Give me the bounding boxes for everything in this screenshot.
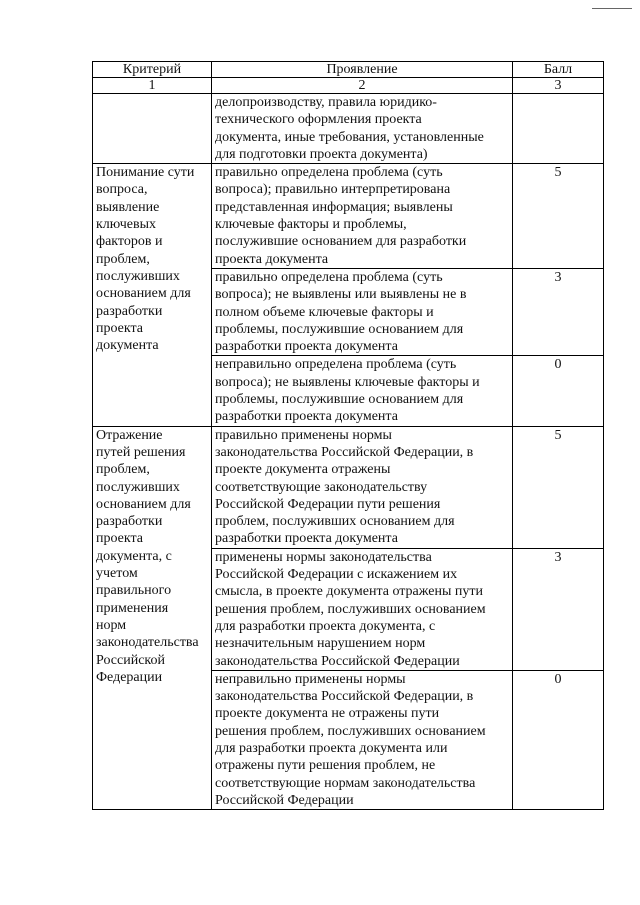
manifestation-line: вопроса); не выявлены или выявлены не в bbox=[215, 287, 467, 303]
manifestation-line: Российской Федерации пути решения bbox=[215, 496, 441, 512]
criterion-line: проблем, bbox=[96, 462, 150, 478]
manifestation-line: проекте документа не отражены пути bbox=[215, 706, 440, 722]
column-number-2: 2 bbox=[212, 78, 513, 94]
criterion-line: Отражение bbox=[96, 427, 163, 443]
manifestation-line: проблемы, послужившие основанием для bbox=[215, 321, 464, 337]
manifestation-line: документа, иные требования, установленные bbox=[215, 129, 484, 145]
header-criterion: Критерий bbox=[93, 62, 212, 78]
manifestation-line: правильно определена проблема (суть bbox=[215, 165, 443, 181]
manifestation-line: представленная информация; выявлены bbox=[215, 199, 453, 215]
manifestation-line: законодательства Российской Федерации, в bbox=[215, 444, 474, 460]
manifestation-line: делопроизводству, правила юридико- bbox=[215, 95, 437, 110]
header-score: Балл bbox=[513, 62, 604, 78]
header-manifestation: Проявление bbox=[212, 62, 513, 78]
criterion-line: Российской bbox=[96, 652, 165, 668]
criterion-line: разработки bbox=[96, 514, 163, 530]
criterion-line: проекта bbox=[96, 531, 143, 547]
manifestation-line: отражены пути решения проблем, не bbox=[215, 758, 436, 774]
manifestation-line: незначительным нарушением норм bbox=[215, 636, 426, 652]
manifestation-line: решения проблем, послуживших основанием bbox=[215, 723, 486, 739]
manifestation-line: Российской Федерации с искажением их bbox=[215, 567, 458, 583]
continuation-row bbox=[93, 94, 604, 164]
criterion-line: вопроса, bbox=[96, 182, 148, 198]
manifestation-line: правильно применены нормы bbox=[215, 427, 392, 443]
criterion-line: документа, с bbox=[96, 548, 172, 564]
criterion-cell bbox=[93, 426, 212, 810]
manifestation-line: для подготовки проекта документа) bbox=[215, 146, 428, 162]
manifestation-line: проекта документа bbox=[215, 251, 329, 267]
criterion-line: ключевых bbox=[96, 217, 156, 233]
column-number-1: 1 bbox=[93, 78, 212, 94]
score-cell: 0 bbox=[513, 356, 604, 426]
manifestation-line: вопроса); правильно интерпретирована bbox=[215, 182, 451, 198]
manifestation-line: применены нормы законодательства bbox=[215, 549, 432, 565]
manifestation-line: вопроса); не выявлены ключевые факторы и bbox=[215, 374, 480, 390]
manifestation-cell bbox=[212, 164, 513, 269]
corner-scan-mark bbox=[592, 8, 632, 9]
continuation-manifestation-cell bbox=[212, 94, 513, 164]
criterion-line: основанием для bbox=[96, 496, 191, 512]
criterion-line: разработки bbox=[96, 303, 163, 319]
manifestation-line: соответствующие нормам законодательства bbox=[215, 775, 476, 791]
score-cell: 0 bbox=[513, 670, 604, 809]
manifestation-line: законодательства Российской Федерации, в bbox=[215, 689, 474, 705]
column-number-row bbox=[93, 78, 604, 94]
criterion-line: факторов и bbox=[96, 234, 163, 250]
criterion-line: документа bbox=[96, 338, 159, 354]
manifestation-line: смысла, в проекте документа отражены пути bbox=[215, 584, 483, 600]
manifestation-line: проблемы, послужившие основанием для bbox=[215, 392, 464, 408]
manifestation-line: законодательства Российской Федерации bbox=[215, 653, 460, 669]
manifestation-line: правильно определена проблема (суть bbox=[215, 269, 443, 285]
criterion-line: основанием для bbox=[96, 286, 191, 302]
criterion-cell bbox=[93, 164, 212, 426]
score-cell: 3 bbox=[513, 548, 604, 670]
header-row bbox=[93, 62, 604, 78]
manifestation-cell bbox=[212, 670, 513, 809]
score-cell: 5 bbox=[513, 164, 604, 269]
manifestation-line: неправильно определена проблема (суть bbox=[215, 357, 457, 373]
criterion-line: Федерации bbox=[96, 669, 163, 685]
manifestation-cell bbox=[212, 356, 513, 426]
criterion-line: законодательства bbox=[96, 635, 199, 651]
criterion-line: путей решения bbox=[96, 444, 186, 460]
criteria-table bbox=[92, 61, 604, 810]
criterion-line: применения bbox=[96, 600, 169, 616]
criterion-line: проекта bbox=[96, 320, 143, 336]
manifestation-line: разработки проекта документа bbox=[215, 409, 398, 425]
criterion-line: послуживших bbox=[96, 479, 180, 495]
continuation-score-cell bbox=[513, 94, 604, 164]
criterion-row bbox=[93, 164, 604, 269]
manifestation-line: Российской Федерации bbox=[215, 792, 354, 808]
manifestation-line: послужившие основанием для разработки bbox=[215, 234, 467, 250]
manifestation-line: для разработки проекта документа или bbox=[215, 740, 448, 756]
criterion-line: проблем, bbox=[96, 251, 150, 267]
manifestation-line: решения проблем, послуживших основанием bbox=[215, 601, 486, 617]
manifestation-cell bbox=[212, 426, 513, 548]
manifestation-line: для разработки проекта документа, с bbox=[215, 618, 436, 634]
criterion-line: выявление bbox=[96, 199, 160, 215]
continuation-criterion-cell bbox=[93, 94, 212, 164]
manifestation-cell bbox=[212, 548, 513, 670]
criterion-row bbox=[93, 426, 604, 548]
manifestation-line: ключевые факторы и проблемы, bbox=[215, 217, 407, 233]
criterion-line: Понимание сути bbox=[96, 165, 195, 181]
manifestation-line: соответствующие законодательству bbox=[215, 479, 428, 495]
criterion-line: правильного bbox=[96, 583, 172, 599]
manifestation-line: проблем, послуживших основанием для bbox=[215, 514, 455, 530]
manifestation-cell bbox=[212, 268, 513, 355]
score-cell: 3 bbox=[513, 268, 604, 355]
score-cell: 5 bbox=[513, 426, 604, 548]
manifestation-line: проекте документа отражены bbox=[215, 462, 391, 478]
manifestation-line: разработки проекта документа bbox=[215, 531, 398, 547]
criterion-line: учетом bbox=[96, 566, 138, 582]
manifestation-line: неправильно применены нормы bbox=[215, 671, 406, 687]
manifestation-line: полном объеме ключевые факторы и bbox=[215, 304, 434, 320]
manifestation-line: разработки проекта документа bbox=[215, 339, 398, 355]
criterion-line: норм bbox=[96, 617, 127, 633]
column-number-3: 3 bbox=[513, 78, 604, 94]
manifestation-line: технического оформления проекта bbox=[215, 112, 422, 128]
criterion-line: послуживших bbox=[96, 268, 180, 284]
